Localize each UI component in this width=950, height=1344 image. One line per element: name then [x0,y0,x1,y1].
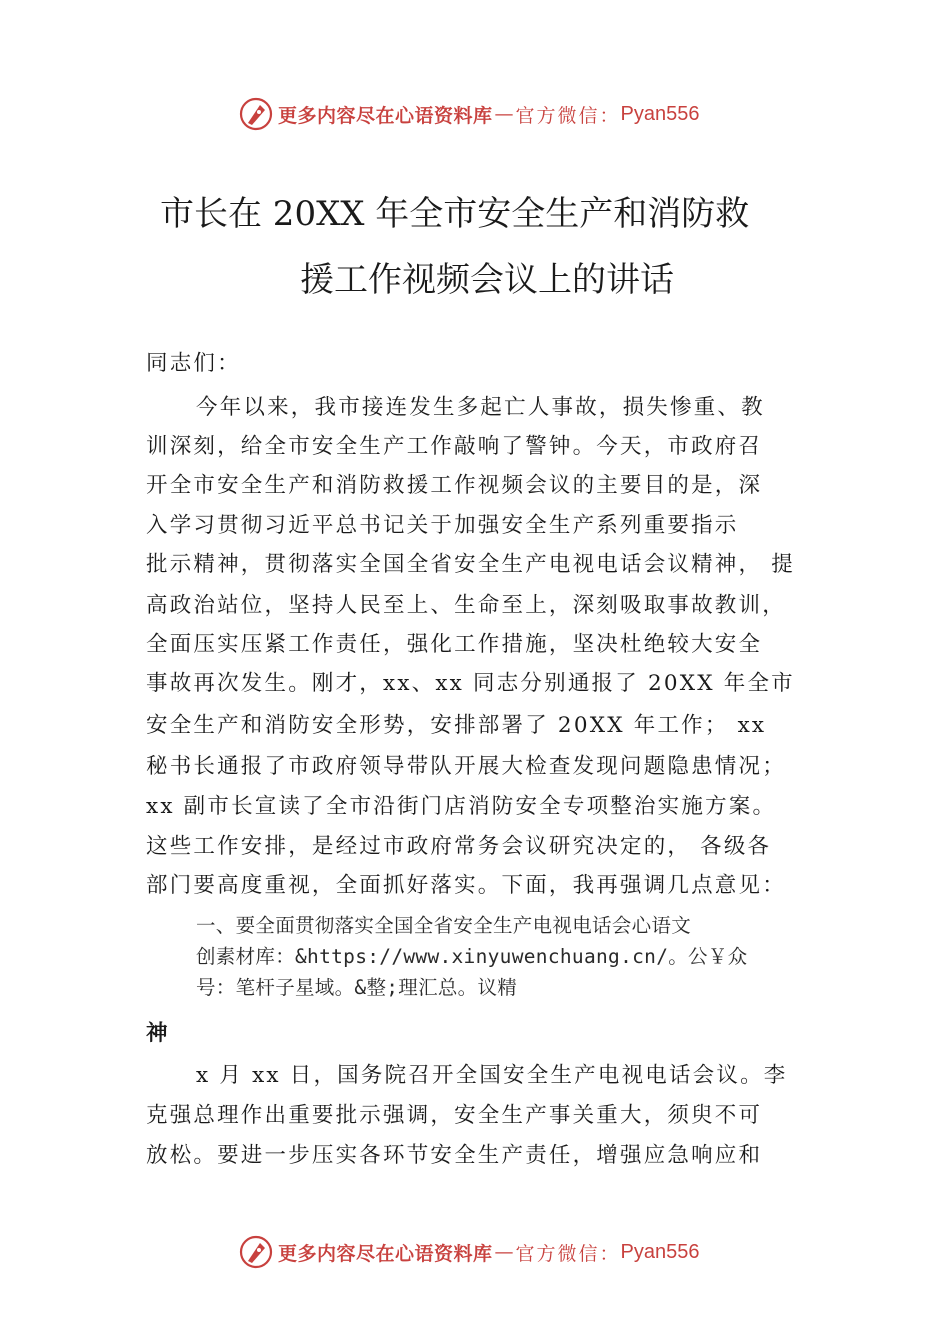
body-line: 批示精神，贯彻落实全国全省安全生产电视电话会议精神， 提 [146,552,795,577]
body-line: 事故再次发生。刚才，xx、xx 同志分别通报了 20XX 年全市 [146,671,795,696]
watermark-official: 官方微信： [515,1242,621,1265]
document-title-line-2: 援工作视频会议上的讲话 [300,260,674,300]
body-line: 这些工作安排，是经过市政府常务会议研究决定的， 各级各 [146,834,772,859]
pen-nib-logo-icon [238,96,274,132]
body-line: 安全生产和消防安全形势，安排部署了 20XX 年工作； xx [146,713,767,738]
body-line: xx 副市长宣读了全市沿街门店消防安全专项整治实施方案。 [146,794,777,819]
body-line: 秘书长通报了市政府领导带队开展大检查发现问题隐患情况； [146,754,786,779]
body-line: x 月 xx 日，国务院召开全国安全生产电视电话会议。李 [196,1063,788,1088]
body-line: 部门要高度重视，全面抓好落实。下面，我再强调几点意见： [146,873,786,898]
watermark-separator: — [494,1241,514,1263]
watermark-banner-top [238,94,700,134]
body-line: 训深刻，给全市安全生产工作敲响了警钟。今天，市政府召 [146,434,763,459]
body-line: 开全市安全生产和消防救援工作视频会议的主要目的是，深 [146,473,763,498]
heading-line: 一、要全面贯彻落实全国全省安全生产电视电话会心语文 [196,914,692,937]
heading-tail: 神 [146,1021,170,1046]
watermark-handle: Pyan556 [620,1240,700,1263]
heading-line: 创素材库：&https://www.xinyuwenchuang.cn/。公￥众 [196,945,748,968]
watermark-official: 官方微信： [515,104,621,127]
watermark-brand: 更多内容尽在心语资料库 [278,104,493,127]
watermark-banner-bottom [238,1232,700,1272]
watermark-handle: Pyan556 [620,102,700,125]
heading-line: 号：笔杆子星域。&整;理汇总。议精 [196,976,518,999]
salutation: 同志们： [146,351,241,376]
body-line: 全面压实压紧工作责任，强化工作措施，坚决杜绝较大安全 [146,632,763,657]
document-title-line-1: 市长在 20XX 年全市安全生产和消防救 [160,194,750,234]
body-line: 克强总理作出重要批示强调，安全生产事关重大，须臾不可 [146,1103,763,1128]
watermark-separator: — [494,103,514,125]
watermark-brand: 更多内容尽在心语资料库 [278,1242,493,1265]
pen-nib-logo-icon [238,1234,274,1270]
body-line: 放松。要进一步压实各环节安全生产责任，增强应急响应和 [146,1143,763,1168]
body-line: 今年以来，我市接连发生多起亡人事故，损失惨重、教 [196,395,765,420]
body-line: 高政治站位，坚持人民至上、生命至上，深刻吸取事故教训， [146,593,786,618]
body-line: 入学习贯彻习近平总书记关于加强安全生产系列重要指示 [146,513,739,538]
